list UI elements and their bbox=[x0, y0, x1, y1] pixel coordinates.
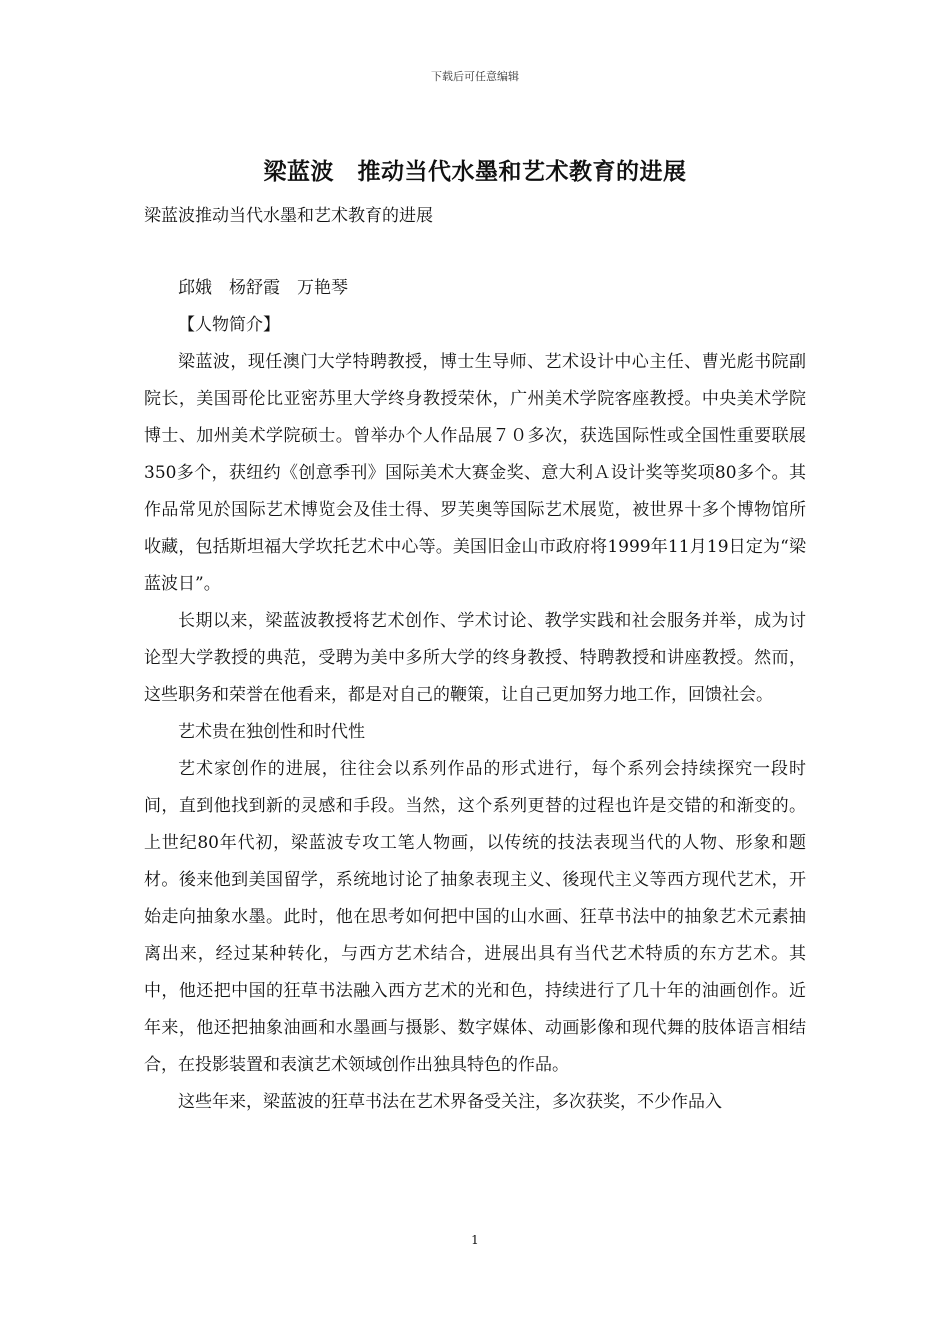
document-title: 梁蓝波 推动当代水墨和艺术教育的进展 bbox=[263, 158, 687, 185]
document-subtitle: 梁蓝波推动当代水墨和艺术教育的进展 bbox=[144, 206, 433, 226]
section-heading: 艺术贵在独创性和时代性 bbox=[178, 722, 365, 742]
document-body bbox=[144, 270, 806, 1121]
section-label: 【人物简介】 bbox=[178, 315, 280, 335]
page-number: 1 bbox=[471, 1233, 479, 1247]
paragraph-intro: 梁蓝波，现任澳门大学特聘教授，博士生导师、艺术设计中心主任、曹光彪书院副院长，美国哥伦比亚密苏里大学终身教授荣休，广州美术学院客座教授。中央美术学院博士、加州美术学院硕士。曾举办个人作品展７０多次，获选国际性或全国性重要联展350多个，获纽约《创意季刊》国际美术大赛金奖、意大利Ａ设计奖等奖项80多个。其作品常见於国际艺术博览会及佳士得、罗芙奥等国际艺术展览，被世界十多个博物馆所收藏，包括斯坦福大学坎托艺术中心等。美国旧金山市政府将1999年11月19日定为“梁蓝波日”。 bbox=[144, 352, 806, 594]
paragraph-creation: 艺术家创作的进展，往往会以系列作品的形式进行，每个系列会持续探究一段时间，直到他找到新的灵感和手段。当然，这个系列更替的过程也许是交错的和渐变的。上世纪80年代初，梁蓝波专攻工笔人物画，以传统的技法表现当代的人物、形象和题材。後来他到美国留学，系统地讨论了抽象表现主义、後现代主义等西方现代艺术，开始走向抽象水墨。此时，他在思考如何把中国的山水画、狂草书法中的抽象艺术元素抽离出来，经过某种转化，与西方艺术结合，进展出具有当代艺术特质的东方艺术。其中，他还把中国的狂草书法融入西方艺术的光和色，持续进行了几十年的油画创作。近年来，他还把抽象油画和水墨画与摄影、数字媒体、动画影像和现代舞的肢体语言相结合，在投影装置和表演艺术领域创作出独具特色的作品。 bbox=[144, 759, 806, 1075]
paragraph-calligraphy: 这些年来，梁蓝波的狂草书法在艺术界备受关注，多次获奖，不少作品入 bbox=[178, 1092, 722, 1112]
header-note: 下载后可任意编辑 bbox=[431, 70, 519, 83]
authors-line: 邱娥 杨舒霞 万艳琴 bbox=[178, 278, 348, 298]
paragraph-career: 长期以来，梁蓝波教授将艺术创作、学术讨论、教学实践和社会服务并举，成为讨论型大学教授的典范，受聘为美中多所大学的终身教授、特聘教授和讲座教授。然而，这些职务和荣誉在他看来，都是对自己的鞭策，让自己更加努力地工作，回馈社会。 bbox=[144, 611, 806, 705]
